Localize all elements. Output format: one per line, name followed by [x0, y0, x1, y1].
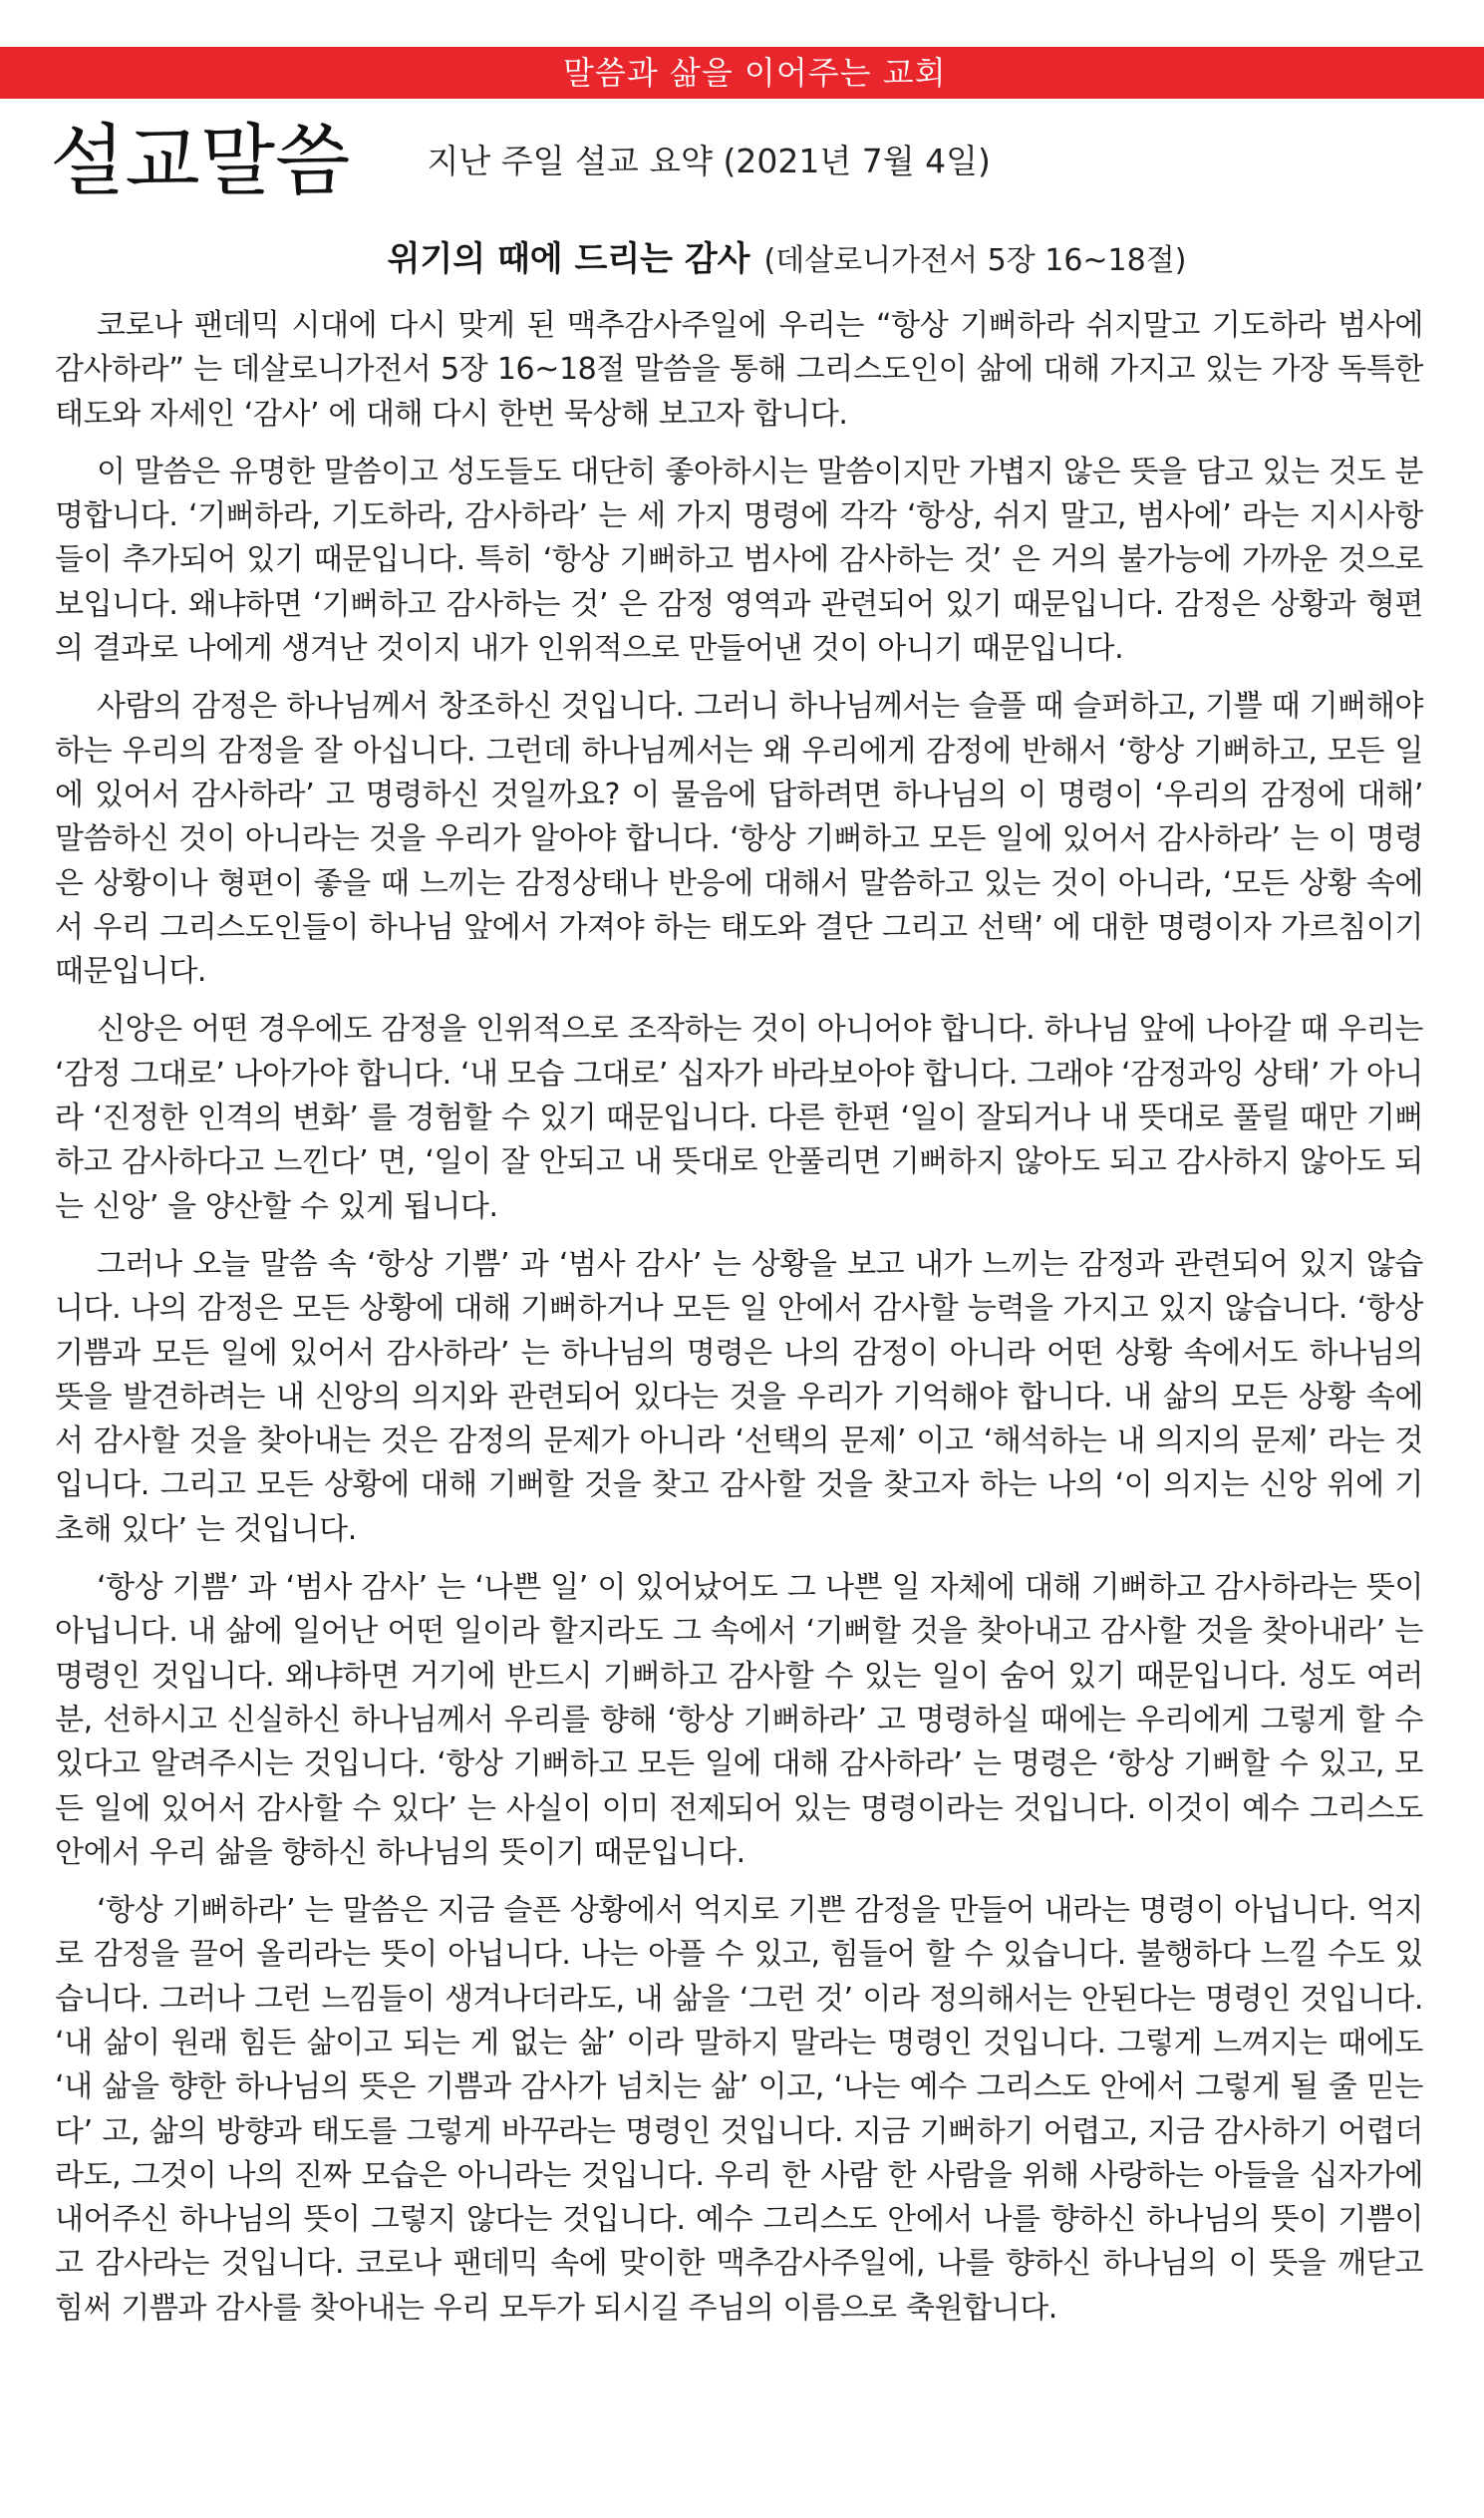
scripture-reference: (데살로니가전서 5장 16~18절) — [763, 243, 1187, 278]
page-title: 설교말씀 — [50, 117, 351, 206]
page-header — [50, 112, 991, 211]
sermon-paragraph: 신앙은 어떤 경우에도 감정을 인위적으로 조작하는 것이 아니어야 합니다. 하나님 앞에 나아갈 때 우리는 ‘감정 그대로’ 나아가야 합니다. ‘내 모습 그대로’ 십자가 바라보아야 합니다. 그래야 ‘감정과잉 상태’ 가 아니라 ‘진정한 인격의 변화’ 를 경험할 수 있기 때문입니다. 다른 한편 ‘일이 잘되거나 내 뜻대로 풀릴 때만 기뻐하고 감사하다고 느낀다’ 면, ‘일이 잘 안되고 내 뜻대로 안풀리면 기뻐하지 않아도 되고 감사하지 않아도 되는 신앙’ 을 양산할 수 있게 됩니다. — [55, 1012, 1423, 1224]
church-slogan-banner — [0, 47, 1484, 99]
sermon-paragraph: 이 말씀은 유명한 말씀이고 성도들도 대단히 좋아하시는 말씀이지만 가볍지 않은 뜻을 담고 있는 것도 분명합니다. ‘기뻐하라, 기도하라, 감사하라’ 는 세 가지 명령에 각각 ‘항상, 쉬지 말고, 범사에’ 라는 지시사항들이 추가되어 있기 때문입니다. 특히 ‘항상 기뻐하고 범사에 감사하는 것’ 은 거의 불가능에 가까운 것으로 보입니다. 왜냐하면 ‘기뻐하고 감사하는 것’ 은 감정 영역과 관련되어 있기 때문입니다. 감정은 상황과 형편의 결과로 나에게 생겨난 것이지 내가 인위적으로 만들어낸 것이 아니기 때문입니다. — [55, 454, 1423, 667]
sermon-date-subtitle: 지난 주일 설교 요약 (2021년 7월 4일) — [427, 142, 991, 180]
sermon-title: 위기의 때에 드리는 감사 — [387, 239, 750, 279]
sermon-paragraph: ‘항상 기뻐하라’ 는 말씀은 지금 슬픈 상황에서 억지로 기쁜 감정을 만들어 내라는 명령이 아닙니다. 억지로 감정을 끌어 올리라는 뜻이 아닙니다. 나는 아플 수 있고, 힘들어 할 수 있습니다. 불행하다 느낄 수도 있습니다. 그러나 그런 느낌들이 생겨나더라도, 내 삶을 ‘그런 것’ 이라 정의해서는 안된다는 명령인 것입니다. ‘내 삶이 원래 힘든 삶이고 되는 게 없는 삶’ 이라 말하지 말라는 명령인 것입니다. 그렇게 느껴지는 때에도 ‘내 삶을 향한 하나님의 뜻은 기쁨과 감사가 넘치는 삶’ 이고, ‘나는 예수 그리스도 안에서 그렇게 될 줄 믿는다’ 고, 삶의 방향과 태도를 그렇게 바꾸라는 명령인 것입니다. 지금 기뻐하기 어렵고, 지금 감사하기 어렵더라도, 그것이 나의 진짜 모습은 아니라는 것입니다. 우리 한 사람 한 사람을 위해 사랑하는 아들을 십자가에 내어주신 하나님의 뜻이 그렇지 않다는 것입니다. 예수 그리스도 안에서 나를 향하신 하나님의 뜻이 기쁨이고 감사라는 것입니다. 코로나 팬데믹 속에 맞이한 맥추감사주일에, 나를 향하신 하나님의 이 뜻을 깨닫고 힘써 기쁨과 감사를 찾아내는 우리 모두가 되시길 주님의 이름으로 축원합니다. — [55, 1893, 1423, 2326]
sermon-paragraph: ‘항상 기쁨’ 과 ‘범사 감사’ 는 ‘나쁜 일’ 이 있어났어도 그 나쁜 일 자체에 대해 기뻐하고 감사하라는 뜻이 아닙니다. 내 삶에 일어난 어떤 일이라 할지라도 그 속에서 ‘기뻐할 것을 찾아내고 감사할 것을 찾아내라’ 는 명령인 것입니다. 왜냐하면 거기에 반드시 기뻐하고 감사할 수 있는 일이 숨어 있기 때문입니다. 성도 여러분, 선하시고 신실하신 하나님께서 우리를 향해 ‘항상 기뻐하라’ 고 명령하실 때에는 우리에게 그렇게 할 수 있다고 알려주시는 것입니다. ‘항상 기뻐하고 모든 일에 대해 감사하라’ 는 명령은 ‘항상 기뻐할 수 있고, 모든 일에 있어서 감사할 수 있다’ 는 사실이 이미 전제되어 있는 명령이라는 것입니다. 이것이 예수 그리스도 안에서 우리 삶을 향하신 하나님의 뜻이기 때문입니다. — [55, 1570, 1423, 1870]
sermon-paragraph: 그러나 오늘 말씀 속 ‘항상 기쁨’ 과 ‘범사 감사’ 는 상황을 보고 내가 느끼는 감정과 관련되어 있지 않습니다. 나의 감정은 모든 상황에 대해 기뻐하거나 모든 일 안에서 감사할 능력을 가지고 있지 않습니다. ‘항상 기쁨과 모든 일에 있어서 감사하라’ 는 하나님의 명령은 나의 감정이 아니라 어떤 상황 속에서도 하나님의 뜻을 발견하려는 내 신앙의 의지와 관련되어 있다는 것을 우리가 기억해야 합니다. 내 삶의 모든 상황 속에서 감사할 것을 찾아내는 것은 감정의 문제가 아니라 ‘선택의 문제’ 이고 ‘해석하는 내 의지의 문제’ 라는 것입니다. 그리고 모든 상황에 대해 기뻐할 것을 찾고 감사할 것을 찾고자 하는 나의 ‘이 의지는 신앙 위에 기초해 있다’ 는 것입니다. — [55, 1246, 1423, 1547]
sermon-paragraph: 사람의 감정은 하나님께서 창조하신 것입니다. 그러니 하나님께서는 슬플 때 슬퍼하고, 기쁠 때 기뻐해야 하는 우리의 감정을 잘 아십니다. 그런데 하나님께서는 왜 우리에게 감정에 반해서 ‘항상 기뻐하고, 모든 일에 있어서 감사하라’ 고 명령하신 것일까요? 이 물음에 답하려면 하나님의 이 명령이 ‘우리의 감정에 대해’ 말씀하신 것이 아니라는 것을 우리가 알아야 합니다. ‘항상 기뻐하고 모든 일에 있어서 감사하라’ 는 이 명령은 상황이나 형편이 좋을 때 느끼는 감정상태나 반응에 대해서 말씀하고 있는 것이 아니라, ‘모든 상황 속에서 우리 그리스도인들이 하나님 앞에서 가져야 하는 태도와 결단 그리고 선택’ 에 대한 명령이자 가르침이기 때문입니다. — [55, 689, 1423, 990]
sermon-body — [55, 304, 1423, 2345]
sermon-paragraph: 코로나 팬데믹 시대에 다시 맞게 된 맥추감사주일에 우리는 “항상 기뻐하라 쉬지말고 기도하라 범사에 감사하라” 는 데살로니가전서 5장 16~18절 말씀을 통해 그리스도인이 삶에 대해 가지고 있는 가장 독특한 태도와 자세인 ‘감사’ 에 대해 다시 한번 묵상해 보고자 합니다. — [55, 308, 1423, 432]
sermon-heading — [0, 234, 1484, 290]
church-slogan-text: 말씀과 삶을 이어주는 교회 — [563, 54, 947, 92]
